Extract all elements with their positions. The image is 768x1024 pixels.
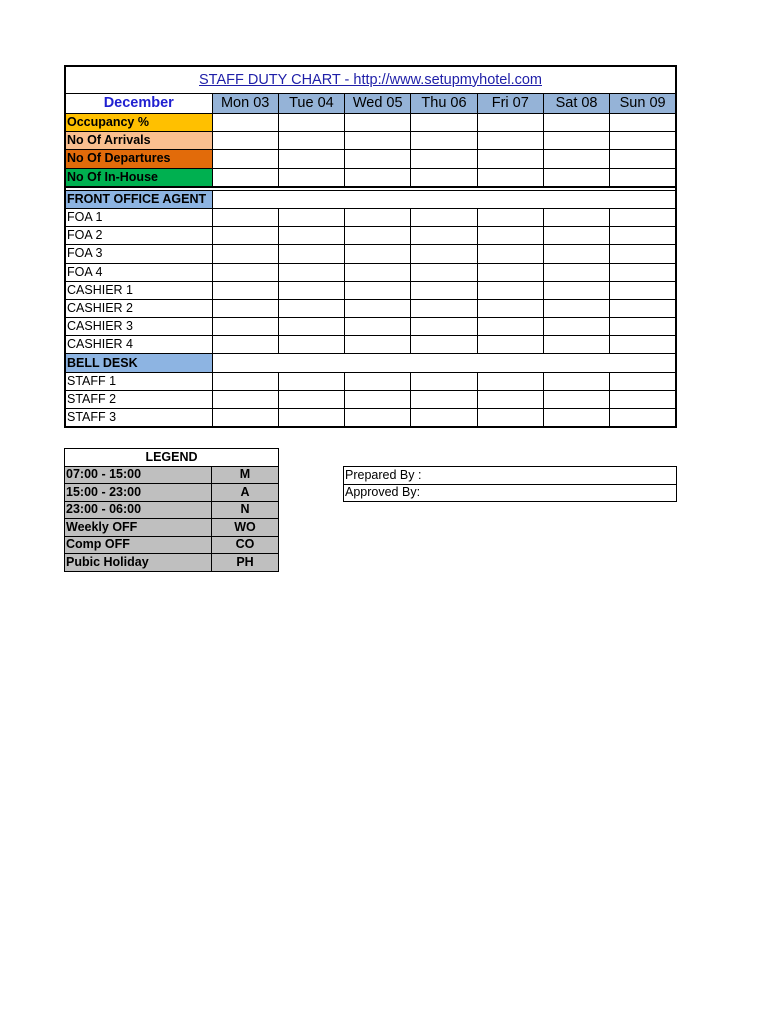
duty-cell[interactable] (411, 114, 477, 132)
duty-cell[interactable] (278, 336, 344, 354)
duty-cell[interactable] (610, 390, 676, 408)
duty-cell[interactable] (278, 318, 344, 336)
day-header[interactable]: Sat 08 (543, 94, 609, 114)
duty-cell[interactable] (411, 318, 477, 336)
duty-cell[interactable] (543, 263, 609, 281)
legend-label[interactable]: Pubic Holiday (65, 554, 212, 572)
duty-cell[interactable] (477, 372, 543, 390)
staff-label[interactable]: FOA 3 (65, 245, 212, 263)
duty-cell[interactable] (543, 281, 609, 299)
duty-cell[interactable] (610, 150, 676, 168)
stat-label[interactable]: Occupancy % (65, 114, 212, 132)
legend-label[interactable]: 07:00 - 15:00 (65, 466, 212, 484)
duty-cell[interactable] (345, 132, 411, 150)
legend-row (65, 501, 279, 519)
prepared-row (344, 467, 677, 485)
duty-cell[interactable] (543, 114, 609, 132)
duty-cell[interactable] (212, 263, 278, 281)
duty-cell[interactable] (212, 132, 278, 150)
legend-row (65, 554, 279, 572)
duty-cell[interactable] (278, 132, 344, 150)
duty-cell[interactable] (212, 168, 278, 187)
duty-cell[interactable] (278, 245, 344, 263)
day-header[interactable]: Mon 03 (212, 94, 278, 114)
duty-cell[interactable] (212, 318, 278, 336)
legend-code[interactable]: N (212, 501, 279, 519)
stat-row (65, 168, 676, 187)
staff-label[interactable]: CASHIER 3 (65, 318, 212, 336)
duty-cell[interactable] (477, 281, 543, 299)
prepared-by-cell[interactable]: Prepared By : (344, 467, 677, 485)
duty-cell[interactable] (278, 114, 344, 132)
duty-cell[interactable] (543, 390, 609, 408)
duty-cell[interactable] (212, 208, 278, 226)
duty-cell[interactable] (278, 299, 344, 317)
stat-label[interactable]: No Of Arrivals (65, 132, 212, 150)
duty-cell[interactable] (278, 372, 344, 390)
legend-code[interactable]: A (212, 484, 279, 502)
duty-cell[interactable] (278, 281, 344, 299)
duty-cell[interactable] (212, 281, 278, 299)
duty-cell[interactable] (212, 150, 278, 168)
section-title[interactable]: BELL DESK (65, 354, 212, 372)
day-header[interactable]: Fri 07 (477, 94, 543, 114)
legend-code[interactable]: PH (212, 554, 279, 572)
duty-cell[interactable] (212, 372, 278, 390)
duty-cell[interactable] (477, 299, 543, 317)
duty-cell[interactable] (610, 114, 676, 132)
duty-cell[interactable] (477, 263, 543, 281)
duty-cell[interactable] (278, 208, 344, 226)
staff-row (65, 263, 676, 281)
legend-label[interactable]: Comp OFF (65, 536, 212, 554)
duty-cell[interactable] (477, 227, 543, 245)
duty-cell[interactable] (345, 336, 411, 354)
staff-row (65, 208, 676, 226)
day-header[interactable]: Wed 05 (345, 94, 411, 114)
legend-code[interactable]: M (212, 466, 279, 484)
legend-title[interactable]: LEGEND (65, 449, 279, 467)
duty-cell[interactable] (411, 336, 477, 354)
duty-cell[interactable] (345, 372, 411, 390)
duty-cell[interactable] (345, 208, 411, 226)
staff-row (65, 409, 676, 428)
duty-cell[interactable] (345, 409, 411, 428)
staff-row (65, 390, 676, 408)
legend-label[interactable]: 15:00 - 23:00 (65, 484, 212, 502)
duty-cell[interactable] (345, 114, 411, 132)
duty-cell[interactable] (278, 409, 344, 428)
duty-cell[interactable] (212, 336, 278, 354)
duty-cell[interactable] (411, 168, 477, 187)
duty-cell[interactable] (610, 409, 676, 428)
duty-cell[interactable] (212, 299, 278, 317)
duty-cell[interactable] (610, 245, 676, 263)
staff-duty-chart (64, 65, 677, 428)
duty-cell[interactable] (610, 132, 676, 150)
duty-cell[interactable] (543, 318, 609, 336)
duty-cell[interactable] (278, 263, 344, 281)
duty-cell[interactable] (610, 263, 676, 281)
duty-cell[interactable] (212, 409, 278, 428)
duty-cell[interactable] (345, 150, 411, 168)
staff-label[interactable]: FOA 2 (65, 227, 212, 245)
duty-cell[interactable] (345, 227, 411, 245)
signoff-table (343, 466, 677, 502)
duty-cell[interactable] (278, 227, 344, 245)
duty-cell[interactable] (212, 390, 278, 408)
duty-cell[interactable] (345, 318, 411, 336)
chart-title[interactable]: STAFF DUTY CHART - http://www.setupmyhotel.com (65, 66, 676, 94)
duty-cell[interactable] (543, 227, 609, 245)
duty-cell[interactable] (411, 150, 477, 168)
duty-cell[interactable] (477, 390, 543, 408)
staff-label[interactable]: CASHIER 1 (65, 281, 212, 299)
stat-label[interactable]: No Of Departures (65, 150, 212, 168)
duty-cell[interactable] (477, 208, 543, 226)
duty-cell[interactable] (411, 245, 477, 263)
duty-cell[interactable] (345, 299, 411, 317)
duty-cell[interactable] (411, 409, 477, 428)
legend-label[interactable]: Weekly OFF (65, 519, 212, 537)
duty-cell[interactable] (345, 245, 411, 263)
legend-table (64, 448, 279, 572)
staff-label[interactable]: FOA 1 (65, 208, 212, 226)
legend-row (65, 484, 279, 502)
duty-cell[interactable] (212, 114, 278, 132)
duty-cell[interactable] (212, 227, 278, 245)
duty-cell[interactable] (543, 299, 609, 317)
duty-cell[interactable] (345, 390, 411, 408)
duty-cell[interactable] (278, 390, 344, 408)
staff-row (65, 372, 676, 390)
legend-code[interactable]: WO (212, 519, 279, 537)
day-header[interactable]: Tue 04 (278, 94, 344, 114)
legend-row (65, 536, 279, 554)
duty-cell[interactable] (610, 336, 676, 354)
approved-by-cell[interactable]: Approved By: (344, 484, 677, 502)
stat-row (65, 132, 676, 150)
section-header-row (65, 354, 676, 372)
duty-cell[interactable] (477, 168, 543, 187)
stat-row (65, 114, 676, 132)
duty-cell[interactable] (278, 168, 344, 187)
duty-cell[interactable] (477, 150, 543, 168)
staff-label[interactable]: CASHIER 2 (65, 299, 212, 317)
legend-header-row (65, 449, 279, 467)
day-header[interactable]: Thu 06 (411, 94, 477, 114)
staff-row (65, 281, 676, 299)
duty-cell[interactable] (610, 372, 676, 390)
duty-cell[interactable] (345, 263, 411, 281)
duty-cell[interactable] (345, 281, 411, 299)
section-header-row (65, 190, 676, 208)
header-row (65, 94, 676, 114)
chart-title-row (65, 66, 676, 94)
section-span-cell[interactable] (212, 190, 676, 208)
staff-label[interactable]: CASHIER 4 (65, 336, 212, 354)
duty-cell[interactable] (477, 409, 543, 428)
legend-label[interactable]: 23:00 - 06:00 (65, 501, 212, 519)
duty-cell[interactable] (212, 245, 278, 263)
duty-cell[interactable] (411, 299, 477, 317)
stat-label[interactable]: No Of In-House (65, 168, 212, 187)
duty-cell[interactable] (477, 132, 543, 150)
legend-code[interactable]: CO (212, 536, 279, 554)
duty-cell[interactable] (543, 168, 609, 187)
duty-cell[interactable] (543, 150, 609, 168)
legend-row (65, 519, 279, 537)
duty-cell[interactable] (610, 208, 676, 226)
duty-cell[interactable] (411, 208, 477, 226)
duty-cell[interactable] (543, 132, 609, 150)
staff-row (65, 227, 676, 245)
duty-cell[interactable] (610, 227, 676, 245)
duty-cell[interactable] (610, 281, 676, 299)
staff-label[interactable]: STAFF 3 (65, 409, 212, 428)
duty-cell[interactable] (543, 336, 609, 354)
duty-cell[interactable] (543, 208, 609, 226)
duty-cell[interactable] (543, 409, 609, 428)
duty-cell[interactable] (477, 336, 543, 354)
staff-row (65, 318, 676, 336)
staff-label[interactable]: STAFF 2 (65, 390, 212, 408)
duty-cell[interactable] (477, 114, 543, 132)
staff-row (65, 299, 676, 317)
staff-label[interactable]: FOA 4 (65, 263, 212, 281)
duty-cell[interactable] (411, 372, 477, 390)
section-title[interactable]: FRONT OFFICE AGENT (65, 190, 212, 208)
duty-cell[interactable] (411, 227, 477, 245)
staff-row (65, 336, 676, 354)
day-header[interactable]: Sun 09 (610, 94, 676, 114)
duty-cell[interactable] (543, 245, 609, 263)
duty-cell[interactable] (411, 132, 477, 150)
duty-cell[interactable] (411, 281, 477, 299)
duty-cell[interactable] (610, 299, 676, 317)
section-span-cell[interactable] (212, 354, 676, 372)
duty-cell[interactable] (610, 168, 676, 187)
duty-cell[interactable] (411, 390, 477, 408)
duty-cell[interactable] (477, 245, 543, 263)
duty-cell[interactable] (411, 263, 477, 281)
month-cell[interactable]: December (65, 94, 212, 114)
staff-row (65, 245, 676, 263)
stat-row (65, 150, 676, 168)
duty-cell[interactable] (610, 318, 676, 336)
duty-cell[interactable] (543, 372, 609, 390)
approved-row (344, 484, 677, 502)
staff-label[interactable]: STAFF 1 (65, 372, 212, 390)
duty-cell[interactable] (477, 318, 543, 336)
duty-cell[interactable] (345, 168, 411, 187)
legend-row (65, 466, 279, 484)
duty-cell[interactable] (278, 150, 344, 168)
